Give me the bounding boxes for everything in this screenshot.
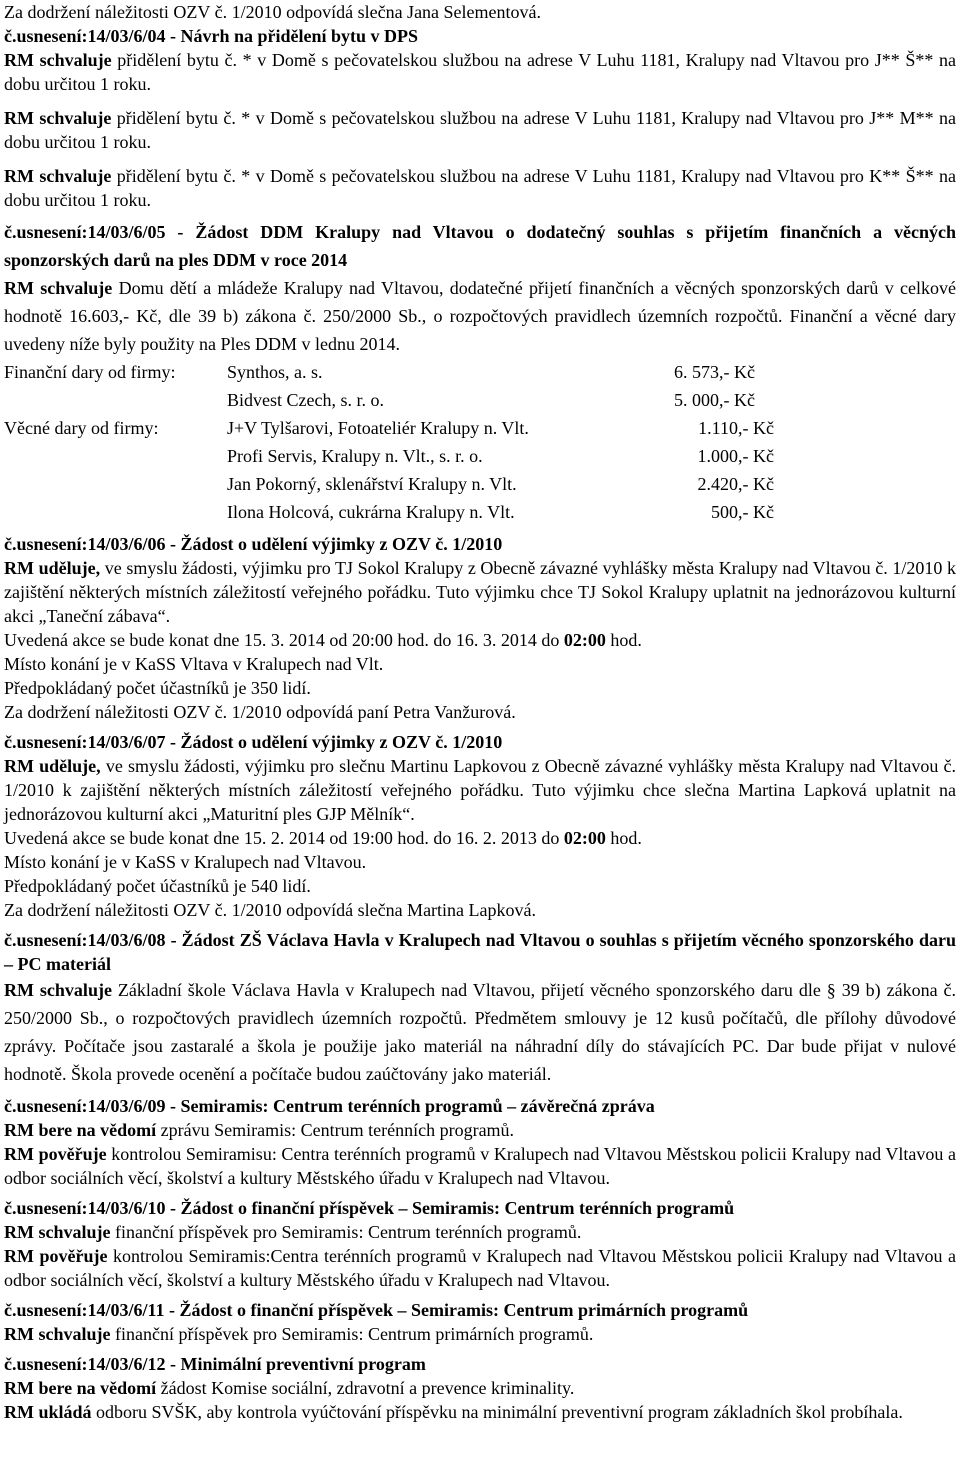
decision-lead: RM schvaluje xyxy=(4,1222,111,1242)
gift-group xyxy=(4,498,227,526)
decision-lead: RM schvaluje xyxy=(4,50,112,70)
gift-amount: 1.110,- Kč xyxy=(698,418,774,438)
decision-text: přidělení bytu č. * v Domě s pečovatelskou službou na adrese V Luhu 1181, Kralupy nad Vltavou pro K** Š** na dobu určitou 1 roku. xyxy=(4,166,956,210)
gifts-table xyxy=(4,358,794,526)
resolution-06-place: Místo konání je v KaSS Vltava v Kralupech nad Vlt. xyxy=(4,654,384,674)
resolution-06-body xyxy=(4,556,956,628)
decision-text: ve smyslu žádosti, výjimku pro slečnu Martinu Lapkovou z Obecně závazné vyhlášky města Kralupy nad Vltavou č. 1/2010 k zajištění některých místních záležitostí veřejného pořádku. Tuto výjimku chce slečna Martina Lapková uplatnit na jednorázovou kulturní akci „Maturitní ples GJP Mělník“. xyxy=(4,756,957,824)
decision-text: zprávu Semiramis: Centrum terénních programů. xyxy=(156,1120,515,1140)
gift-donor: Jan Pokorný, sklenářství Kralupy n. Vlt. xyxy=(227,474,517,494)
decision-text: přidělení bytu č. * v Domě s pečovatelskou službou na adrese V Luhu 1181, Kralupy nad Vltavou pro J** Š** na dobu určitou 1 roku. xyxy=(4,50,956,94)
gift-amount: 1.000,- Kč xyxy=(697,446,774,466)
gift-group: Finanční dary od firmy: xyxy=(4,362,176,382)
resolution-10-heading: č.usnesení:14/03/6/10 - Žádost o finanční příspěvek – Semiramis: Centrum terénních programů xyxy=(4,1198,735,1218)
resolution-12-item-1 xyxy=(4,1376,956,1400)
resolution-04-item-3 xyxy=(4,164,956,212)
resolution-09-item-2 xyxy=(4,1142,956,1190)
resolution-09-item-1 xyxy=(4,1118,956,1142)
resolution-08-heading: č.usnesení:14/03/6/08 - Žádost ZŠ Václava Havla v Kralupech nad Vltavou o souhlas s přijetím věcného sponzorského daru – PC materiál xyxy=(4,930,956,974)
resolution-06-date xyxy=(4,628,956,652)
gift-amount-cell xyxy=(674,358,794,386)
gift-donor: Synthos, a. s. xyxy=(227,362,323,382)
decision-lead: RM ukládá xyxy=(4,1402,92,1422)
decision-lead: RM pověřuje xyxy=(4,1144,107,1164)
decision-text: finanční příspěvek pro Semiramis: Centrum primárních programů. xyxy=(110,1324,594,1344)
gift-group: Věcné dary od firmy: xyxy=(4,418,159,438)
decision-text: odboru SVŠK, aby kontrola vyúčtování příspěvku na minimální preventivní program základních škol probíhala. xyxy=(91,1402,903,1422)
decision-text: kontrolou Semiramis:Centra terénních programů v Kralupech nad Vltavou Městskou policii Kralupy nad Vltavou a odbor sociálních věcí, školství a kultury Městského úřadu v Kralupech nad Vltavou. xyxy=(4,1246,956,1290)
event-date-suffix: hod. xyxy=(605,828,642,848)
decision-lead: RM pověřuje xyxy=(4,1246,108,1266)
table-row xyxy=(4,358,794,386)
gift-donor: Bidvest Czech, s. r. o. xyxy=(227,390,384,410)
decision-lead: RM uděluje, xyxy=(4,558,101,578)
resolution-08-body xyxy=(4,976,956,1088)
table-row xyxy=(4,498,794,526)
decision-lead: RM schvaluje xyxy=(4,980,112,1000)
decision-text: Domu dětí a mládeže Kralupy nad Vltavou, dodatečné přijetí finančních a věcných sponzorských darů v celkové hodnotě 16.603,- Kč, dle 39 b) zákona č. 250/2000 Sb., o rozpočtových pravidlech územních rozpočtů. Finanční a věcné dary uvedeny níže byly použity na Ples DDM v lednu 2014. xyxy=(4,278,956,354)
resolution-07-date xyxy=(4,826,956,850)
resolution-09-heading: č.usnesení:14/03/6/09 - Semiramis: Centrum terénních programů – závěrečná zpráva xyxy=(4,1096,655,1116)
gift-amount-cell xyxy=(674,442,794,470)
event-date-text: Uvedená akce se bude konat dne 15. 2. 2014 od 19:00 hod. do 16. 2. 2013 do xyxy=(4,828,564,848)
decision-lead: RM schvaluje xyxy=(4,278,113,298)
resolution-11-heading: č.usnesení:14/03/6/11 - Žádost o finanční příspěvek – Semiramis: Centrum primárních programů xyxy=(4,1300,749,1320)
gift-amount: 2.420,- Kč xyxy=(697,474,774,494)
resolution-05-body xyxy=(4,274,956,358)
resolution-05-heading: č.usnesení:14/03/6/05 - Žádost DDM Kralupy nad Vltavou o dodatečný souhlas s přijetím finančních a věcných sponzorských darů na ples DDM v roce 2014 xyxy=(4,222,956,270)
table-row xyxy=(4,386,794,414)
resolution-07-responsible: Za dodržení náležitosti OZV č. 1/2010 odpovídá slečna Martina Lapková. xyxy=(4,900,537,920)
decision-lead: RM bere na vědomí xyxy=(4,1120,157,1140)
event-date-text: Uvedená akce se bude konat dne 15. 3. 2014 od 20:00 hod. do 16. 3. 2014 do xyxy=(4,630,564,650)
resolution-07-body xyxy=(4,754,956,826)
resolution-07-place: Místo konání je v KaSS v Kralupech nad Vltavou. xyxy=(4,852,367,872)
gift-amount-cell xyxy=(674,386,794,414)
gift-donor: Ilona Holcová, cukrárna Kralupy n. Vlt. xyxy=(227,502,515,522)
decision-text: ve smyslu žádosti, výjimku pro TJ Sokol Kralupy z Obecně závazné vyhlášky města Kralupy nad Vltavou č. 1/2010 k zajištění některých místních záležitostí veřejného pořádku. Tuto výjimku chce TJ Sokol Kralupy uplatnit na jednorázovou kulturní akci „Taneční zábava“. xyxy=(4,558,957,626)
intro-line: Za dodržení náležitosti OZV č. 1/2010 odpovídá slečna Jana Selementová. xyxy=(4,2,542,22)
resolution-11-item-1 xyxy=(4,1322,956,1346)
decision-lead: RM bere na vědomí xyxy=(4,1378,157,1398)
table-row xyxy=(4,470,794,498)
gift-amount: 5. 000,- Kč xyxy=(674,390,755,410)
gift-group xyxy=(4,442,227,470)
resolution-07-heading: č.usnesení:14/03/6/07 - Žádost o udělení výjimky z OZV č. 1/2010 xyxy=(4,732,503,752)
decision-text: žádost Komise sociální, zdravotní a prevence kriminality. xyxy=(156,1378,575,1398)
table-row xyxy=(4,414,794,442)
event-end-time: 02:00 xyxy=(563,630,606,650)
decision-text: Základní škole Václava Havla v Kralupech nad Vltavou, přijetí věcného sponzorského daru dle § 39 b) zákona č. 250/2000 Sb., o rozpočtových pravidlech územních rozpočtů. Předmětem smlouvy je 12 kusů počítačů, dle přílohy důvodové zprávy. Počítače jsou zastaralé a škola je použije jako materiál na náhradní díly do stávajících PC. Dar bude přijat v nulové hodnotě. Škola provede ocenění a počítače budou zaúčtovány jako materiál. xyxy=(4,980,956,1084)
gift-donor: Profi Servis, Kralupy n. Vlt., s. r. o. xyxy=(227,446,483,466)
resolution-04-item-1 xyxy=(4,48,956,96)
decision-lead: RM schvaluje xyxy=(4,1324,111,1344)
gift-amount: 6. 573,- Kč xyxy=(674,362,755,382)
resolution-04-item-2 xyxy=(4,106,956,154)
resolution-07-count: Předpokládaný počet účastníků je 540 lidí. xyxy=(4,876,311,896)
decision-lead: RM schvaluje xyxy=(4,166,112,186)
resolution-06-responsible: Za dodržení náležitosti OZV č. 1/2010 odpovídá paní Petra Vanžurová. xyxy=(4,702,516,722)
decision-text: přidělení bytu č. * v Domě s pečovatelskou službou na adrese V Luhu 1181, Kralupy nad Vltavou pro J** M** na dobu určitou 1 roku. xyxy=(4,108,956,152)
gift-group xyxy=(4,470,227,498)
gift-group xyxy=(4,386,227,414)
gift-amount-cell xyxy=(674,498,794,526)
decision-lead: RM uděluje, xyxy=(4,756,101,776)
event-date-suffix: hod. xyxy=(605,630,642,650)
resolution-06-count: Předpokládaný počet účastníků je 350 lidí. xyxy=(4,678,311,698)
decision-text: kontrolou Semiramisu: Centra terénních programů v Kralupech nad Vltavou Městskou policii Kralupy nad Vltavou a odbor sociálních věcí, školství a kultury Městského úřadu v Kralupech nad Vltavou. xyxy=(4,1144,956,1188)
gift-donor: J+V Tylšarovi, Fotoateliér Kralupy n. Vlt. xyxy=(227,418,529,438)
resolution-10-item-1 xyxy=(4,1220,956,1244)
resolution-12-item-2 xyxy=(4,1400,956,1424)
table-row xyxy=(4,442,794,470)
resolution-12-heading: č.usnesení:14/03/6/12 - Minimální preventivní program xyxy=(4,1354,426,1374)
resolution-04-heading: č.usnesení:14/03/6/04 - Návrh na přidělení bytu v DPS xyxy=(4,26,419,46)
resolution-10-item-2 xyxy=(4,1244,956,1292)
decision-lead: RM schvaluje xyxy=(4,108,112,128)
gift-amount: 500,- Kč xyxy=(711,502,774,522)
decision-text: finanční příspěvek pro Semiramis: Centrum terénních programů. xyxy=(110,1222,582,1242)
gift-amount-cell xyxy=(674,414,794,442)
resolution-06-heading: č.usnesení:14/03/6/06 - Žádost o udělení výjimky z OZV č. 1/2010 xyxy=(4,534,503,554)
event-end-time: 02:00 xyxy=(563,828,606,848)
gift-amount-cell xyxy=(674,470,794,498)
